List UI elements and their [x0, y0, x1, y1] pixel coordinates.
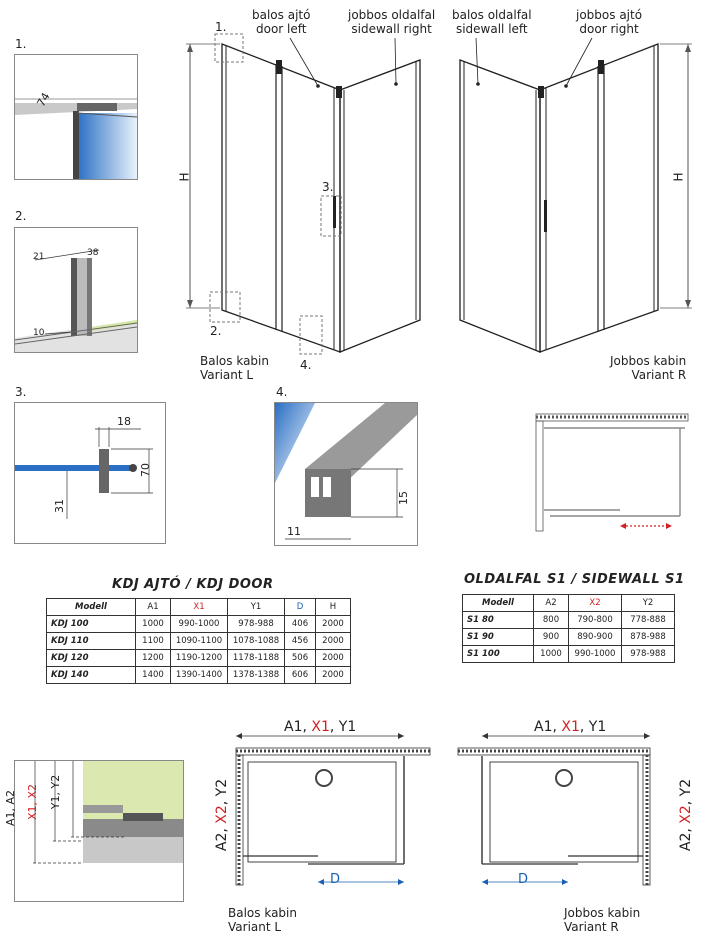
height-label-right: H — [671, 172, 686, 182]
cell: 2000 — [316, 667, 351, 684]
cell: 1378-1388 — [228, 667, 285, 684]
plan-right-d-label: D — [518, 872, 529, 887]
cell: 890-900 — [569, 629, 622, 646]
sw-th-model: Modell — [463, 595, 534, 612]
cabin-left-caption: Balos kabin Variant L — [200, 354, 269, 382]
cell: 1200 — [136, 650, 171, 667]
dim-a1: A1, — [534, 719, 562, 735]
detail-2-dim-c: 10 — [33, 328, 45, 338]
callout-3: 3. — [322, 180, 334, 194]
cell: S1 90 — [463, 629, 534, 646]
table-row — [47, 616, 351, 633]
detail-2-number: 2. — [15, 209, 27, 223]
cell: 1000 — [136, 616, 171, 633]
cell: 2000 — [316, 650, 351, 667]
cell: 1100 — [136, 633, 171, 650]
door-table-title: KDJ AJTÓ / KDJ DOOR — [112, 577, 274, 592]
detail-4-number: 4. — [276, 385, 288, 399]
table-row — [463, 612, 675, 629]
cell: 990-1000 — [569, 646, 622, 663]
section-detail-drawing — [15, 761, 183, 901]
cell: 978-988 — [228, 616, 285, 633]
detail-3-dim-b: 70 — [139, 463, 152, 477]
dim-sep: , — [579, 719, 589, 735]
dim-x1: X1 — [561, 719, 580, 735]
cell: 1178-1188 — [228, 650, 285, 667]
dim-a2: A2, — [678, 823, 695, 852]
cell: 990-1000 — [171, 616, 228, 633]
door-th-y1: Y1 — [228, 599, 285, 616]
sidewall-table — [462, 594, 675, 663]
door-th-model: Modell — [47, 599, 136, 616]
callout-4: 4. — [300, 358, 312, 372]
detail-2-frame — [14, 227, 138, 353]
cell: 2000 — [316, 616, 351, 633]
cell: KDJ 100 — [47, 616, 136, 633]
table-row — [463, 646, 675, 663]
detail-3-dim-c: 31 — [53, 499, 66, 513]
label-door-left: balos ajtó door left — [252, 8, 311, 36]
plan-left-caption: Balos kabin Variant L — [228, 906, 297, 934]
dim-sep: , — [329, 719, 339, 735]
plan-right-side-dim — [679, 779, 693, 851]
section-dim-inner: Y1, Y2 — [49, 774, 63, 810]
detail-4-dim-b: 11 — [287, 525, 301, 538]
cell: 1090-1100 — [171, 633, 228, 650]
detail-3-number: 3. — [15, 385, 27, 399]
callout-1: 1. — [215, 20, 227, 34]
label-door-right: jobbos ajtó door right — [576, 8, 643, 36]
cell: 1190-1200 — [171, 650, 228, 667]
detail-1-number: 1. — [15, 37, 27, 51]
table-row — [47, 667, 351, 684]
cell: 878-988 — [622, 629, 675, 646]
dim-x2: X2 — [678, 805, 695, 824]
dim-y2: Y2 — [678, 778, 695, 797]
detail-3-dim-a: 18 — [117, 415, 131, 428]
cell: 1078-1088 — [228, 633, 285, 650]
door-th-a1: A1 — [136, 599, 171, 616]
door-th-d: D — [285, 599, 316, 616]
door-th-x1: X1 — [171, 599, 228, 616]
table-row — [463, 629, 675, 646]
dim-sep2: , — [214, 796, 231, 806]
detail-2-dim-a: 21 — [33, 252, 45, 262]
sw-th-a2: A2 — [534, 595, 569, 612]
label-sidewall-right: jobbos oldalfal sidewall right — [348, 8, 436, 36]
cell: KDJ 120 — [47, 650, 136, 667]
door-th-h: H — [316, 599, 351, 616]
cell: 2000 — [316, 633, 351, 650]
cell: 1390-1400 — [171, 667, 228, 684]
cell: 800 — [534, 612, 569, 629]
sw-th-x2: X2 — [569, 595, 622, 612]
detail-2-dim-b: 38 — [87, 248, 99, 258]
section-dim-outer-x: X1, X2 — [26, 783, 40, 821]
sw-th-y2: Y2 — [622, 595, 675, 612]
dim-y1: Y1 — [588, 719, 607, 735]
dim-y1: Y1 — [338, 719, 357, 735]
dim-a1: A1, — [284, 719, 312, 735]
table-row — [47, 650, 351, 667]
detail-4-frame — [274, 402, 418, 546]
detail-1-drawing — [15, 55, 137, 179]
dim-x1: X1 — [311, 719, 330, 735]
cell: 900 — [534, 629, 569, 646]
dim-sep2: , — [678, 796, 695, 806]
dim-y2: Y2 — [214, 778, 231, 797]
height-label-left: H — [177, 172, 192, 182]
cell: 606 — [285, 667, 316, 684]
cell: 406 — [285, 616, 316, 633]
callout-2: 2. — [210, 324, 222, 338]
cell: S1 80 — [463, 612, 534, 629]
cell: KDJ 110 — [47, 633, 136, 650]
plan-left-drawing — [228, 732, 428, 892]
sidewall-table-header — [463, 595, 675, 612]
detail-3-frame — [14, 402, 166, 544]
detail-1-dim: 74 — [34, 90, 53, 110]
cell: KDJ 140 — [47, 667, 136, 684]
label-sidewall-left: balos oldalfal sidewall left — [452, 8, 532, 36]
table-row — [47, 633, 351, 650]
cell: 978-988 — [622, 646, 675, 663]
detail-4-dim-a: 15 — [397, 491, 410, 505]
door-table — [46, 598, 351, 684]
detail-1-frame — [14, 54, 138, 180]
cell: S1 100 — [463, 646, 534, 663]
door-table-header — [47, 599, 351, 616]
cell: 1000 — [534, 646, 569, 663]
slide-plan-drawing — [530, 408, 690, 538]
dim-a2: A2, — [214, 823, 231, 852]
section-dim-outer: A1, A2 — [4, 789, 18, 827]
cell: 1400 — [136, 667, 171, 684]
plan-right-caption: Jobbos kabin Variant R — [564, 906, 641, 934]
plan-left-d-label: D — [330, 872, 341, 887]
section-detail-frame — [4, 760, 184, 902]
dim-x2: X2 — [214, 805, 231, 824]
plan-right-drawing — [458, 732, 658, 892]
cell: 506 — [285, 650, 316, 667]
cabin-right-caption: Jobbos kabin Variant R — [610, 354, 687, 382]
cell: 456 — [285, 633, 316, 650]
detail-4-drawing — [275, 403, 417, 545]
cell: 790-800 — [569, 612, 622, 629]
sidewall-table-title: OLDALFAL S1 / SIDEWALL S1 — [464, 572, 685, 587]
cell: 778-888 — [622, 612, 675, 629]
